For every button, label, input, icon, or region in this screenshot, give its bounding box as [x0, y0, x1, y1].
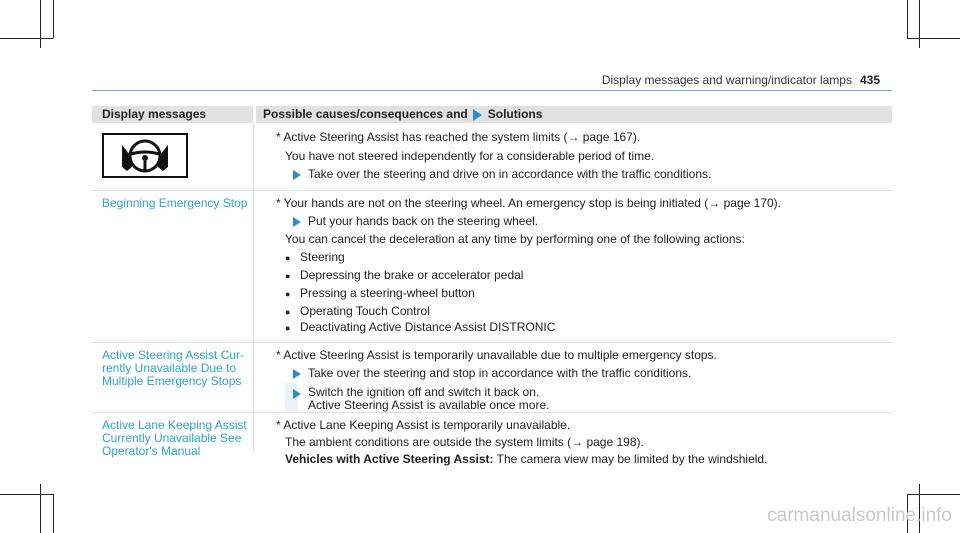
table-header: [92, 106, 892, 123]
action-arrow-icon: [293, 170, 301, 180]
result-text: Active Steering Assist is available once more.: [308, 398, 550, 412]
crop-mark: [53, 494, 54, 533]
list-item: Operating Touch Control: [300, 304, 430, 318]
steering-wheel-hands-icon: [102, 133, 188, 178]
cause-text: * Your hands are not on the steering wheel. An emergency stop is being initiated (→ page 170).: [276, 196, 781, 210]
consequence-text: You have not steered independently for a considerable period of time.: [285, 149, 655, 163]
table-row: [92, 413, 892, 466]
column-header-causes: Possible causes/consequences and Solutions: [263, 107, 543, 121]
crop-mark: [907, 494, 960, 495]
column-header-messages: Display messages: [102, 107, 207, 121]
solution-text: Take over the steering and stop in accordance with the traffic conditions.: [308, 366, 692, 380]
list-item: Depressing the brake or accelerator pedal: [300, 268, 524, 282]
action-arrow-icon: [293, 217, 301, 227]
crop-mark: [40, 0, 41, 48]
crop-mark: [907, 0, 908, 38]
running-title: Display messages and warning/indicator lamps: [601, 73, 852, 87]
action-arrow-icon: [293, 369, 301, 379]
crop-mark: [907, 38, 960, 39]
solution-text: Put your hands back on the steering wheel.: [308, 214, 539, 228]
table-row: Beginning Emergency Stop * Your hands are not on the steering wheel. An emergency stop is being initiated (→ page 170). Put your hands back on the steering wheel. You can cancel the deceleration at any time by performing one of the following actions: ● Steering ● Depressing the brake or accelerator pedal ● Pressing a steering-wheel button ● Operating Touch Control: [92, 191, 892, 325]
list-item: Steering: [300, 250, 345, 264]
watermark: carmanualsonline.info: [767, 505, 952, 526]
solution-text: Switch the ignition off and switch it back on.: [308, 385, 540, 399]
crop-mark: [53, 0, 54, 38]
table-row: [92, 123, 892, 190]
vehicle-note: Vehicles with Active Steering Assist: The camera view may be limited by the windshield.: [285, 452, 768, 466]
cause-text: * Active Steering Assist is temporarily unavailable due to multiple emergency stops.: [276, 348, 717, 362]
display-message: Active Lane Keeping Assist Currently Unavailable See Operator's Manual: [102, 418, 247, 458]
crop-mark: [0, 494, 53, 495]
display-message: Active Steering Assist Cur- rently Unavailable Due to Multiple Emergency Stops: [102, 348, 245, 388]
table-row: [92, 343, 892, 412]
display-messages-table: Display messages Possible causes/consequences and Solutions * Active Steering Assist has reached the system limits (→ page 167). You have not steered independently for a considerable period of time. Take over the steering and drive on in accordance with the traffic conditions. Beginning Emergency Stop * Your hands are not on the steering wheel. An emergency stop is being initiated (→ page 170). Put your hands back on the steering wheel. You can cancel the deceleration at any time by performing one of the following actions: ● Steering ● Depressing the brake or accelerator pedal ● Pressing a steering-wheel button ● Operating Touch Control ● Deactivating Active Distance Assist DISTRONIC Active Steering Assist Cur- rently Unavailable Due to Multiple Emergency Stops * Active Steering Assist is temporarily unavailable due to multiple emergency stops. Take over the steering and stop in accordance with the traffic conditions. Switch the ignition off and switch it back on. Active Steering Assist is available once more. Active Lane Keeping Assist Currently Unavailable See Operator's Manual * Active Lane Keeping Assist is temporarily unavailable. The ambient conditions are outside the system limits (→ page 198). Vehicles with Active Steering Assist: The camera view may be limited by the windshield.: [92, 106, 892, 123]
crop-mark: [40, 484, 41, 533]
action-arrow-icon: [473, 109, 482, 121]
consequence-text: The ambient conditions are outside the system limits (→ page 198).: [285, 435, 644, 449]
list-item: Pressing a steering-wheel button: [300, 286, 475, 300]
running-head: [600, 73, 880, 87]
list-item: Deactivating Active Distance Assist DISTRONIC: [300, 320, 556, 334]
crop-mark: [0, 38, 53, 39]
crop-mark: [919, 0, 920, 48]
display-message: Beginning Emergency Stop: [102, 196, 248, 210]
cause-text: * Active Steering Assist has reached the system limits (→ page 167).: [276, 130, 641, 144]
info-text: You can cancel the deceleration at any time by performing one of the following actions:: [285, 232, 745, 246]
action-arrow-icon: [293, 389, 301, 399]
header-rule: [92, 90, 892, 91]
page-number: 435: [859, 73, 880, 87]
solution-text: Take over the steering and drive on in accordance with the traffic conditions.: [308, 167, 712, 181]
cause-text: * Active Lane Keeping Assist is temporarily unavailable.: [276, 418, 571, 432]
